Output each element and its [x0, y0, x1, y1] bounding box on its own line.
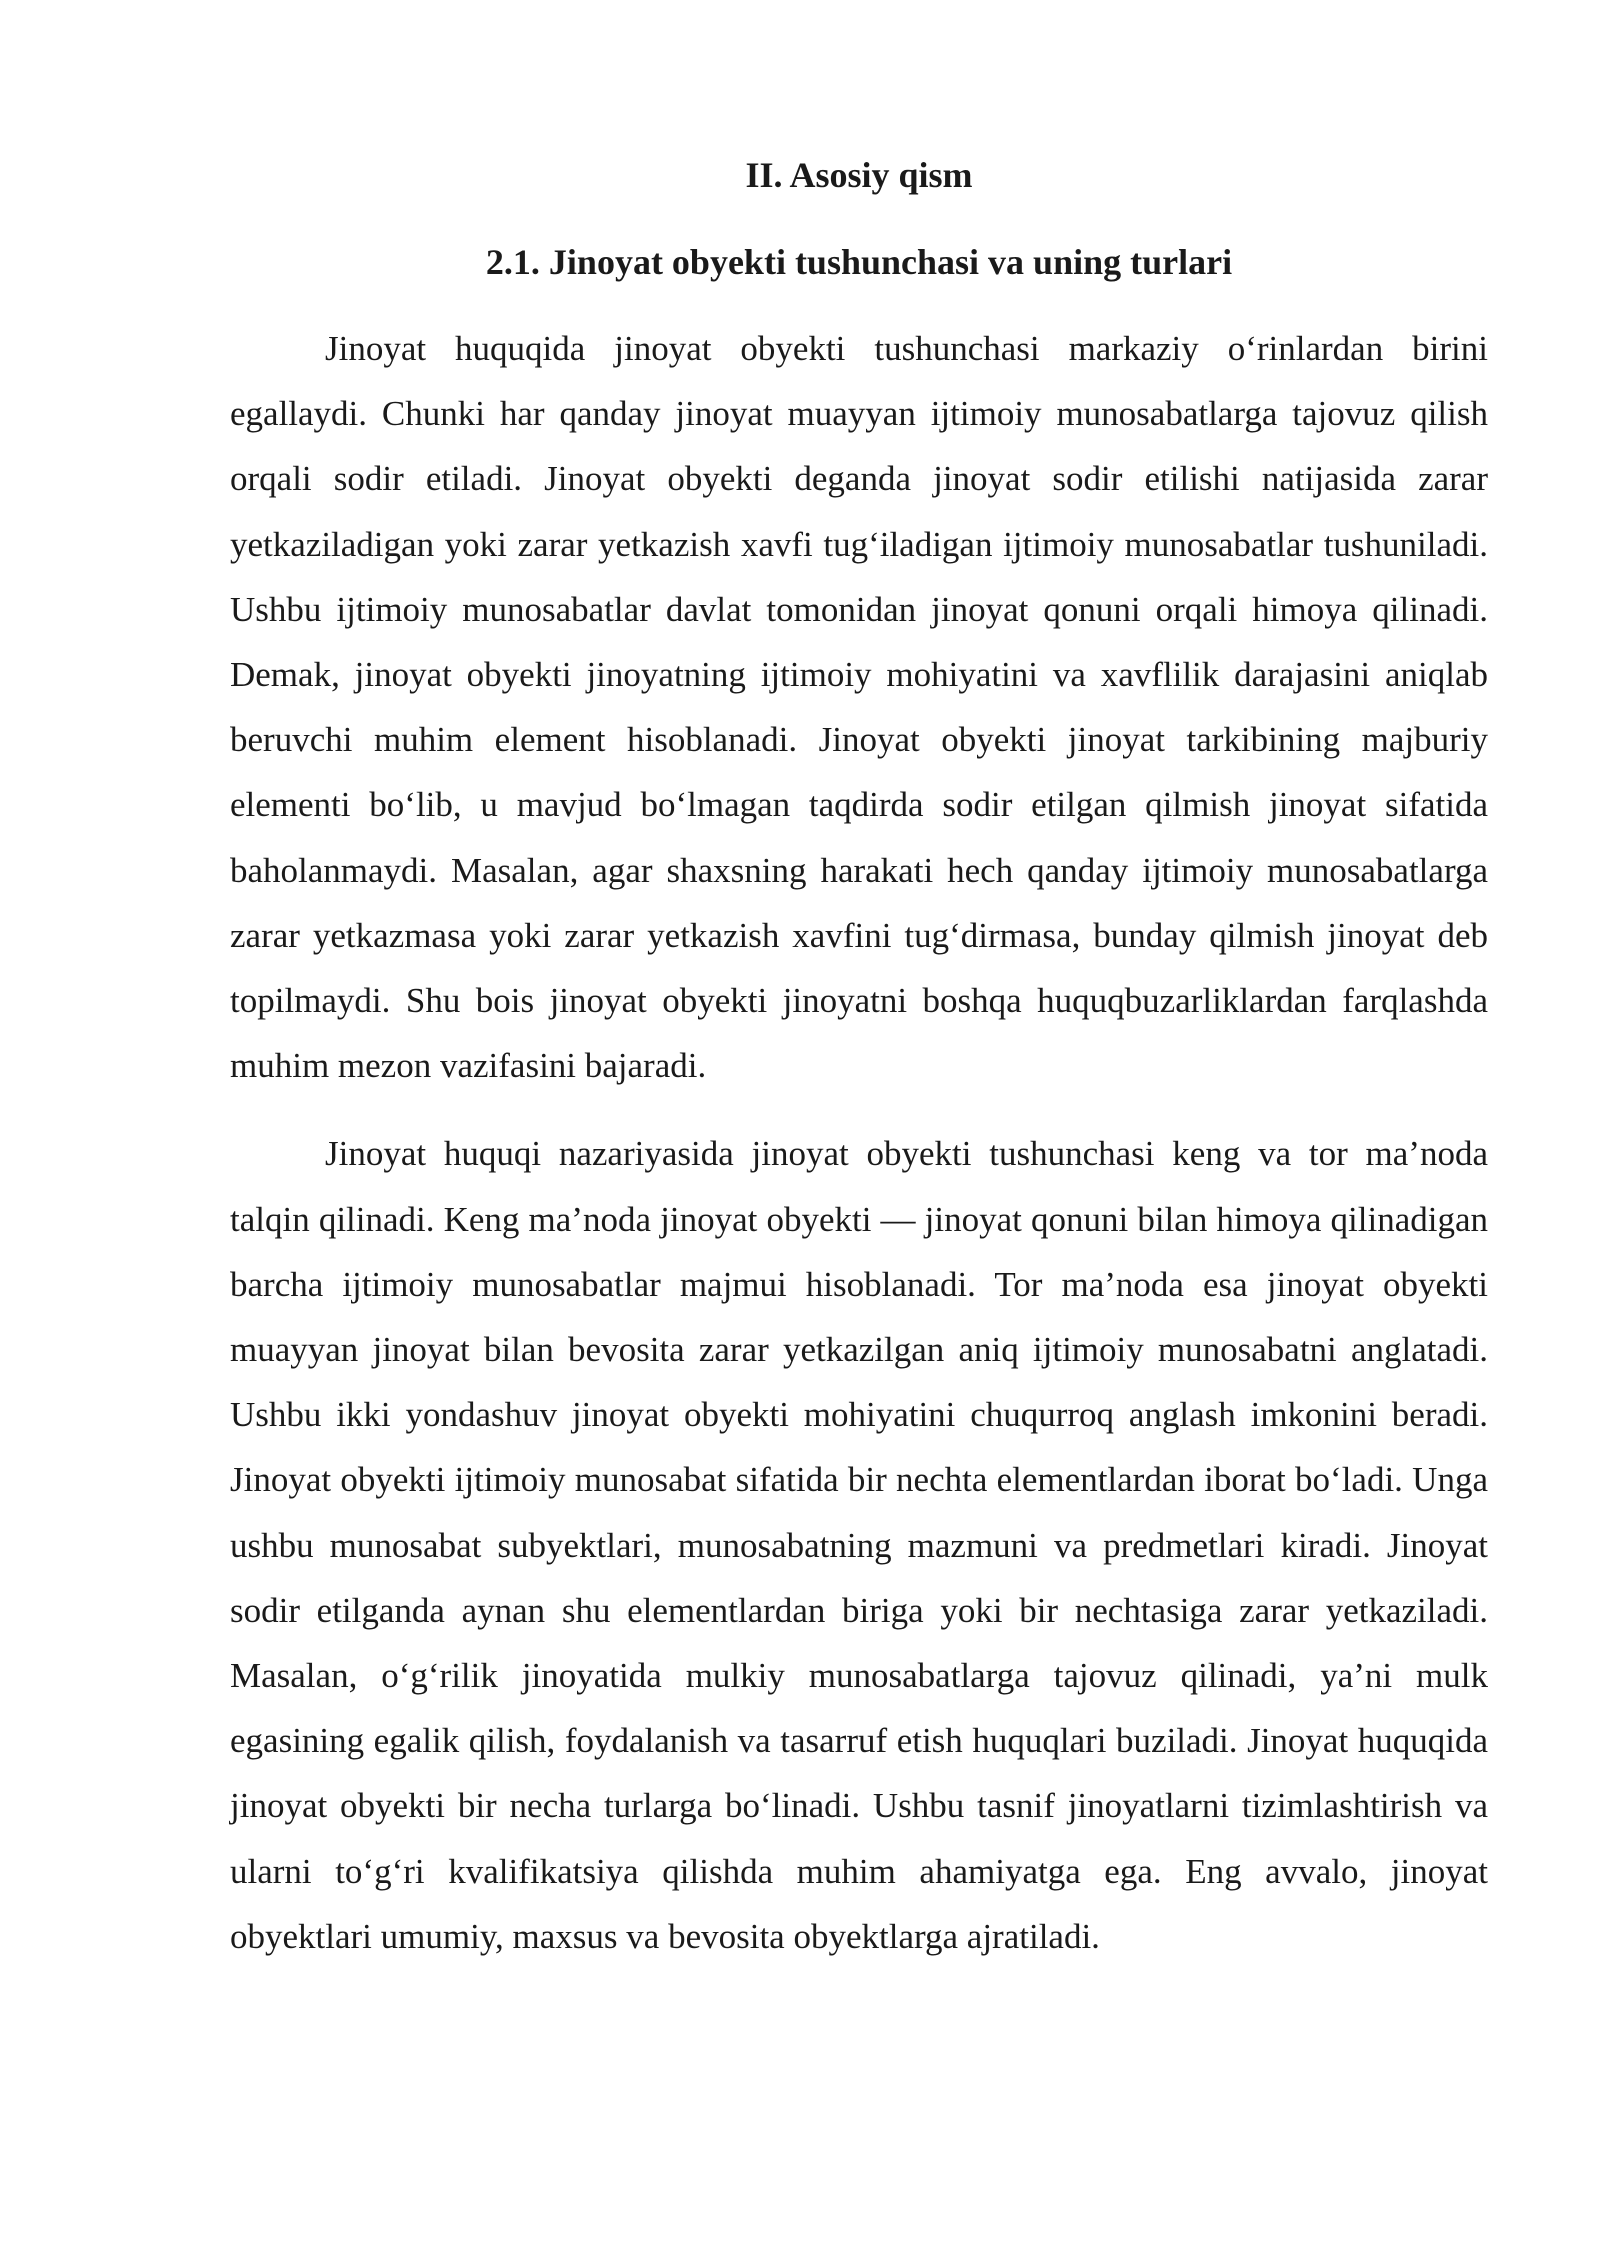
subsection-title: 2.1. Jinoyat obyekti tushunchasi va uning turlari — [485, 242, 1233, 282]
section-title: II. Asosiy qism — [745, 155, 973, 195]
page-content — [230, 148, 1488, 1969]
paragraph-1: Jinoyat huquqida jinoyat obyekti tushunchasi markaziy o‘rinlardan birini egallaydi. Chunki har qanday jinoyat muayyan ijtimoiy munosabatlarga tajovuz qilish orqali sodir etiladi. Jinoyat obyekti deganda jinoyat sodir etilishi natijasida zarar yetkaziladigan yoki zarar yetkazish xavfi tug‘iladigan ijtimoiy munosabatlar tushuniladi. Ushbu ijtimoiy munosabatlar davlat tomonidan jinoyat qonuni orqali himoya qilinadi. Demak, jinoyat obyekti jinoyatning ijtimoiy mohiyatini va xavflilik darajasini aniqlab beruvchi muhim element hisoblanadi. Jinoyat obyekti jinoyat tarkibining majburiy elementi bo‘lib, u mavjud bo‘lmagan taqdirda sodir etilgan qilmish jinoyat sifatida baholanmaydi. Masalan, agar shaxsning harakati hech qanday ijtimoiy munosabatlarga zarar yetkazmasa yoki zarar yetkazish xavfini tug‘dirmasa, bunday qilmish jinoyat deb topilmaydi. Shu bois jinoyat obyekti jinoyatni boshqa huquqbuzarliklardan farqlashda muhim mezon vazifasini bajaradi. — [230, 329, 1488, 1086]
paragraph-2: Jinoyat huquqi nazariyasida jinoyat obyekti tushunchasi keng va tor ma’noda talqin qilinadi. Keng ma’noda jinoyat obyekti — jinoyat qonuni bilan himoya qilinadigan barcha ijtimoiy munosabatlar majmui hisoblanadi. Tor ma’noda esa jinoyat obyekti muayyan jinoyat bilan bevosita zarar yetkazilgan aniq ijtimoiy munosabatni anglatadi. Ushbu ikki yondashuv jinoyat obyekti mohiyatini chuqurroq anglash imkonini beradi. Jinoyat obyekti ijtimoiy munosabat sifatida bir nechta elementlardan iborat bo‘ladi. Unga ushbu munosabat subyektlari, munosabatning mazmuni va predmetlari kiradi. Jinoyat sodir etilganda aynan shu elementlardan biriga yoki bir nechtasiga zarar yetkaziladi. Masalan, o‘g‘rilik jinoyatida mulkiy munosabatlarga tajovuz qilinadi, ya’ni mulk egasining egalik qilish, foydalanish va tasarruf etish huquqlari buziladi. Jinoyat huquqida jinoyat obyekti bir necha turlarga bo‘linadi. Ushbu tasnif jinoyatlarni tizimlashtirish va ularni to‘g‘ri kvalifikatsiya qilishda muhim ahamiyatga ega. Eng avvalo, jinoyat obyektlari umumiy, maxsus va bevosita obyektlarga ajratiladi. — [230, 1134, 1488, 1956]
